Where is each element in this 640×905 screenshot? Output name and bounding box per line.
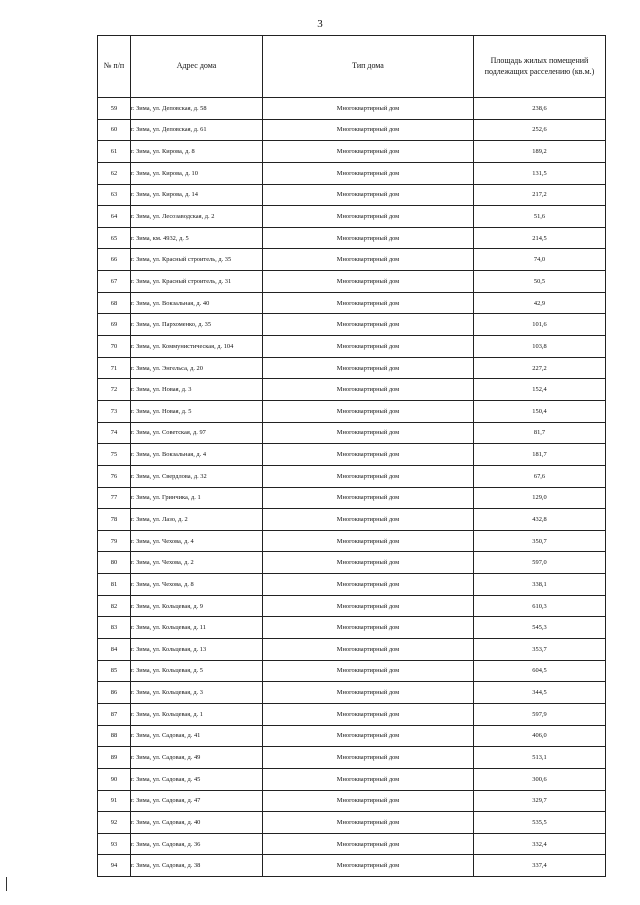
row-number: 91 [98,790,131,812]
house-type: Многоквартирный дом [263,530,474,552]
living-area: 610,3 [474,595,606,617]
living-area: 513,1 [474,747,606,769]
house-type: Многоквартирный дом [263,725,474,747]
house-type: Многоквартирный дом [263,595,474,617]
table-row [98,465,606,487]
table-row [98,725,606,747]
row-number: 61 [98,141,131,163]
table-row [98,833,606,855]
house-address: г. Зима, ул. Кольцевая, д. 1 [131,703,263,725]
row-number: 68 [98,292,131,314]
house-type: Многоквартирный дом [263,141,474,163]
table-body [98,98,606,877]
living-area: 353,7 [474,639,606,661]
row-number: 71 [98,357,131,379]
house-type: Многоквартирный дом [263,703,474,725]
row-number: 82 [98,595,131,617]
living-area: 604,5 [474,660,606,682]
living-area: 101,6 [474,314,606,336]
house-address: г. Зима, км. 4932, д. 5 [131,227,263,249]
house-type: Многоквартирный дом [263,617,474,639]
house-address: г. Зима, ул. Кольцевая, д. 11 [131,617,263,639]
house-type: Многоквартирный дом [263,357,474,379]
living-area: 51,6 [474,206,606,228]
table-row [98,249,606,271]
house-address: г. Зима, ул. Садовая, д. 36 [131,833,263,855]
row-number: 85 [98,660,131,682]
house-address: г. Зима, ул. Пархоменко, д. 35 [131,314,263,336]
house-type: Многоквартирный дом [263,465,474,487]
table-header [98,36,606,98]
living-area: 189,2 [474,141,606,163]
living-area: 300,6 [474,768,606,790]
house-address: г. Зима, ул. Новая, д. 3 [131,379,263,401]
house-address: г. Зима, ул. Советская, д. 97 [131,422,263,444]
house-address: г. Зима, ул. Чехова, д. 8 [131,574,263,596]
row-number: 86 [98,682,131,704]
house-address: г. Зима, ул. Садовая, д. 47 [131,790,263,812]
row-number: 77 [98,487,131,509]
table-row [98,552,606,574]
house-type: Многоквартирный дом [263,790,474,812]
living-area: 227,2 [474,357,606,379]
house-type: Многоквартирный дом [263,249,474,271]
house-address: г. Зима, ул. Вокзальная, д. 40 [131,292,263,314]
header-address: Адрес дома [131,36,263,98]
table-row [98,271,606,293]
row-number: 73 [98,400,131,422]
row-number: 94 [98,855,131,877]
house-type: Многоквартирный дом [263,855,474,877]
house-type: Многоквартирный дом [263,206,474,228]
house-address: г. Зима, ул. Кирова, д. 14 [131,184,263,206]
house-type: Многоквартирный дом [263,574,474,596]
row-number: 70 [98,336,131,358]
house-address: г. Зима, ул. Садовая, д. 49 [131,747,263,769]
house-address: г. Зима, ул. Садовая, д. 45 [131,768,263,790]
living-area: 535,5 [474,812,606,834]
house-address: г. Зима, ул. Деповская, д. 61 [131,119,263,141]
house-type: Многоквартирный дом [263,400,474,422]
table-row [98,660,606,682]
row-number: 88 [98,725,131,747]
house-address: г. Зима, ул. Коммунистическая, д. 104 [131,336,263,358]
living-area: 337,4 [474,855,606,877]
table-row [98,357,606,379]
header-num: № п/п [98,36,131,98]
house-type: Многоквартирный дом [263,660,474,682]
living-area: 252,6 [474,119,606,141]
house-address: г. Зима, ул. Свердлова, д. 32 [131,465,263,487]
living-area: 545,3 [474,617,606,639]
header-type: Тип дома [263,36,474,98]
house-type: Многоквартирный дом [263,682,474,704]
living-area: 81,7 [474,422,606,444]
house-type: Многоквартирный дом [263,292,474,314]
table-row [98,206,606,228]
house-address: г. Зима, ул. Кирова, д. 10 [131,162,263,184]
living-area: 50,5 [474,271,606,293]
living-area: 329,7 [474,790,606,812]
row-number: 65 [98,227,131,249]
row-number: 72 [98,379,131,401]
house-type: Многоквартирный дом [263,747,474,769]
living-area: 217,2 [474,184,606,206]
table-row [98,682,606,704]
house-type: Многоквартирный дом [263,444,474,466]
housing-table [97,35,606,877]
house-address: г. Зима, ул. Кольцевая, д. 5 [131,660,263,682]
house-address: г. Зима, ул. Красный строитель, д. 35 [131,249,263,271]
table-row [98,184,606,206]
table-row [98,768,606,790]
row-number: 81 [98,574,131,596]
table-row [98,812,606,834]
row-number: 92 [98,812,131,834]
table-row [98,400,606,422]
living-area: 67,6 [474,465,606,487]
house-type: Многоквартирный дом [263,422,474,444]
row-number: 60 [98,119,131,141]
house-address: г. Зима, ул. Садовая, д. 40 [131,812,263,834]
table-row [98,595,606,617]
table-row [98,119,606,141]
page-number: 3 [317,18,323,30]
row-number: 62 [98,162,131,184]
scan-mark [6,877,7,891]
house-address: г. Зима, ул. Чехова, д. 4 [131,530,263,552]
table-row [98,141,606,163]
living-area: 150,4 [474,400,606,422]
house-address: г. Зима, ул. Кольцевая, д. 9 [131,595,263,617]
living-area: 597,0 [474,552,606,574]
row-number: 69 [98,314,131,336]
house-type: Многоквартирный дом [263,271,474,293]
row-number: 79 [98,530,131,552]
house-address: г. Зима, ул. Лесозаводская, д. 2 [131,206,263,228]
house-address: г. Зима, ул. Чехова, д. 2 [131,552,263,574]
house-address: г. Зима, ул. Садовая, д. 38 [131,855,263,877]
living-area: 214,5 [474,227,606,249]
table-row [98,444,606,466]
header-area: Площадь жилых помещений подлежащих расселению (кв.м.) [474,36,606,98]
living-area: 152,4 [474,379,606,401]
house-address: г. Зима, ул. Красный строитель, д. 31 [131,271,263,293]
house-address: г. Зима, ул. Садовая, д. 41 [131,725,263,747]
house-address: г. Зима, ул. Лазо, д. 2 [131,509,263,531]
table-row [98,574,606,596]
living-area: 350,7 [474,530,606,552]
table-row [98,487,606,509]
house-type: Многоквартирный дом [263,487,474,509]
house-type: Многоквартирный дом [263,98,474,120]
table-row [98,336,606,358]
row-number: 76 [98,465,131,487]
living-area: 344,5 [474,682,606,704]
living-area: 131,5 [474,162,606,184]
house-address: г. Зима, ул. Кольцевая, д. 13 [131,639,263,661]
house-type: Многоквартирный дом [263,227,474,249]
living-area: 432,8 [474,509,606,531]
row-number: 64 [98,206,131,228]
table-row [98,422,606,444]
header-row [98,36,606,98]
table-row [98,617,606,639]
table-row [98,162,606,184]
table-row [98,314,606,336]
living-area: 238,6 [474,98,606,120]
living-area: 129,0 [474,487,606,509]
row-number: 78 [98,509,131,531]
row-number: 87 [98,703,131,725]
table-row [98,639,606,661]
table-row [98,227,606,249]
house-address: г. Зима, ул. Гринчика, д. 1 [131,487,263,509]
house-address: г. Зима, ул. Кольцевая, д. 3 [131,682,263,704]
house-address: г. Зима, ул. Деповская, д. 58 [131,98,263,120]
row-number: 89 [98,747,131,769]
house-address: г. Зима, ул. Новая, д. 5 [131,400,263,422]
house-type: Многоквартирный дом [263,119,474,141]
living-area: 74,0 [474,249,606,271]
living-area: 338,1 [474,574,606,596]
table-row [98,703,606,725]
living-area: 597,9 [474,703,606,725]
house-address: г. Зима, ул. Энгельса, д. 20 [131,357,263,379]
living-area: 103,8 [474,336,606,358]
row-number: 67 [98,271,131,293]
house-type: Многоквартирный дом [263,639,474,661]
house-type: Многоквартирный дом [263,812,474,834]
living-area: 406,0 [474,725,606,747]
house-type: Многоквартирный дом [263,184,474,206]
table-row [98,530,606,552]
row-number: 66 [98,249,131,271]
table-row [98,292,606,314]
house-type: Многоквартирный дом [263,379,474,401]
house-type: Многоквартирный дом [263,768,474,790]
row-number: 83 [98,617,131,639]
house-type: Многоквартирный дом [263,162,474,184]
living-area: 42,9 [474,292,606,314]
row-number: 84 [98,639,131,661]
living-area: 181,7 [474,444,606,466]
house-type: Многоквартирный дом [263,833,474,855]
house-address: г. Зима, ул. Кирова, д. 8 [131,141,263,163]
table-row [98,379,606,401]
house-type: Многоквартирный дом [263,314,474,336]
row-number: 90 [98,768,131,790]
row-number: 75 [98,444,131,466]
row-number: 74 [98,422,131,444]
row-number: 59 [98,98,131,120]
house-type: Многоквартирный дом [263,509,474,531]
row-number: 63 [98,184,131,206]
house-type: Многоквартирный дом [263,552,474,574]
living-area: 332,4 [474,833,606,855]
house-address: г. Зима, ул. Вокзальная, д. 4 [131,444,263,466]
table-row [98,98,606,120]
row-number: 93 [98,833,131,855]
house-type: Многоквартирный дом [263,336,474,358]
table-row [98,747,606,769]
row-number: 80 [98,552,131,574]
table-row [98,509,606,531]
table-row [98,790,606,812]
table-row [98,855,606,877]
